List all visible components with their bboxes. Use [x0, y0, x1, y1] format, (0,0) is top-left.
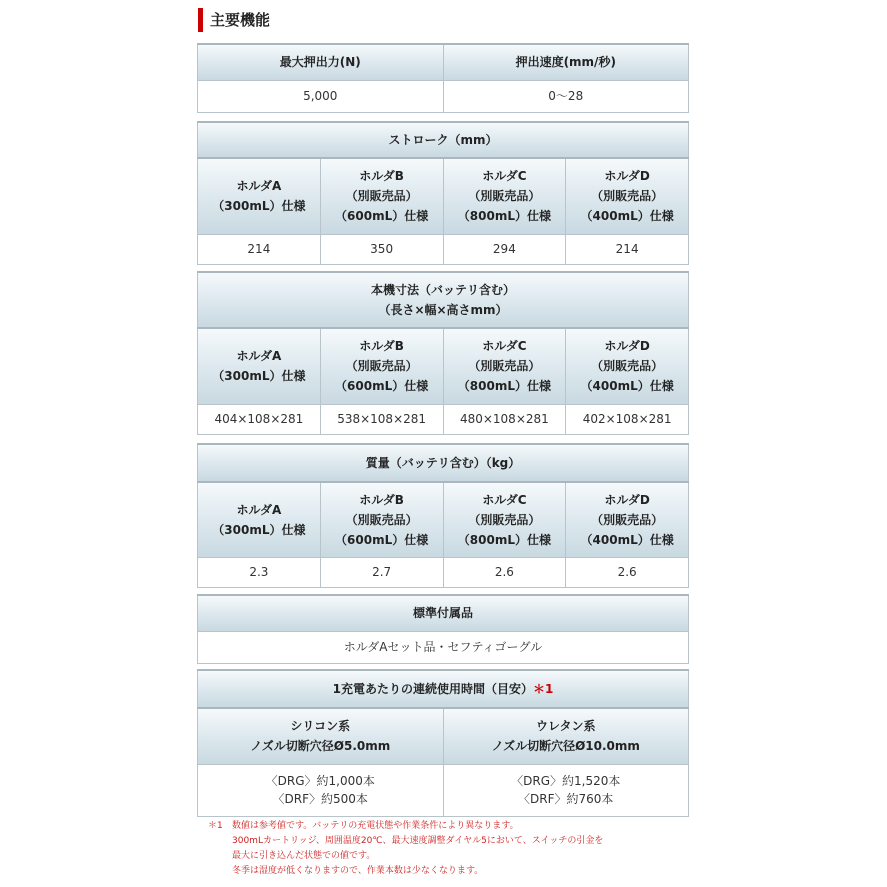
- push-speed-value: 0～28: [443, 80, 689, 112]
- holder-c-header: ホルダC （別販売品） （800mL）仕様: [443, 158, 566, 234]
- holder-b-header: ホルダB （別販売品） （600mL）仕様: [320, 482, 443, 557]
- holder-c-header: ホルダC （別販売品） （800mL）仕様: [443, 328, 566, 404]
- holder-d-header: ホルダD （別販売品） （400mL）仕様: [566, 328, 689, 404]
- runtime-title: 1充電あたりの連続使用時間（目安）＊1: [198, 670, 689, 708]
- mass-value-b: 2.7: [320, 557, 443, 587]
- holder-b-header: ホルダB （別販売品） （600mL）仕様: [320, 328, 443, 404]
- dimensions-title: 本機寸法（バッテリ含む） （長さ×幅×高さmm）: [198, 272, 689, 328]
- footnote-line-2: 300mLカートリッジ、周囲温度20℃、最大速度調整ダイヤル5において、スイッチの引金を: [232, 836, 604, 846]
- force-speed-table: [197, 43, 689, 113]
- footnote-line-1: ＊1 数値は参考値です。バッテリの充電状態や作業条件により異なります。: [208, 821, 519, 831]
- mass-value-c: 2.6: [443, 557, 566, 587]
- dimensions-table: [197, 271, 689, 435]
- silicone-values: 〈DRG〉約1,000本 〈DRF〉約500本: [198, 764, 444, 816]
- holder-a-header: ホルダA （300mL）仕様: [198, 158, 321, 234]
- stroke-title: ストローク（mm）: [198, 122, 689, 158]
- holder-d-header: ホルダD （別販売品） （400mL）仕様: [566, 482, 689, 557]
- silicone-header: シリコン系 ノズル切断穴径Ø5.0mm: [198, 708, 444, 764]
- footnote-mark: ＊1: [533, 682, 554, 696]
- holder-a-header: ホルダA （300mL）仕様: [198, 482, 321, 557]
- mass-value-a: 2.3: [198, 557, 321, 587]
- dimension-value-b: 538×108×281: [320, 404, 443, 434]
- mass-table: [197, 443, 689, 588]
- mass-title: 質量（バッテリ含む）（kg）: [198, 444, 689, 482]
- dimension-value-a: 404×108×281: [198, 404, 321, 434]
- accessories-title: 標準付属品: [198, 595, 689, 631]
- stroke-value-d: 214: [566, 234, 689, 264]
- stroke-table: [197, 121, 689, 265]
- mass-value-d: 2.6: [566, 557, 689, 587]
- urethane-values: 〈DRG〉約1,520本 〈DRF〉約760本: [443, 764, 689, 816]
- holder-b-header: ホルダB （別販売品） （600mL）仕様: [320, 158, 443, 234]
- stroke-value-b: 350: [320, 234, 443, 264]
- accessories-table: [197, 594, 689, 664]
- stroke-value-c: 294: [443, 234, 566, 264]
- footnote-line-3: 最大に引き込んだ状態での値です。: [232, 851, 376, 861]
- max-force-header: 最大押出力(N): [198, 44, 444, 80]
- runtime-table: [197, 669, 689, 817]
- push-speed-header: 押出速度(mm/秒): [443, 44, 689, 80]
- section-heading: 主要機能: [198, 8, 270, 32]
- footnote-line-4: 冬季は湿度が低くなりますので、作業本数は少なくなります。: [232, 866, 484, 876]
- max-force-value: 5,000: [198, 80, 444, 112]
- dimension-value-c: 480×108×281: [443, 404, 566, 434]
- stroke-value-a: 214: [198, 234, 321, 264]
- holder-d-header: ホルダD （別販売品） （400mL）仕様: [566, 158, 689, 234]
- dimension-value-d: 402×108×281: [566, 404, 689, 434]
- accessories-value: ホルダAセット品・セフティゴーグル: [198, 631, 689, 663]
- footnotes: [208, 819, 678, 879]
- holder-a-header: ホルダA （300mL）仕様: [198, 328, 321, 404]
- urethane-header: ウレタン系 ノズル切断穴径Ø10.0mm: [443, 708, 689, 764]
- holder-c-header: ホルダC （別販売品） （800mL）仕様: [443, 482, 566, 557]
